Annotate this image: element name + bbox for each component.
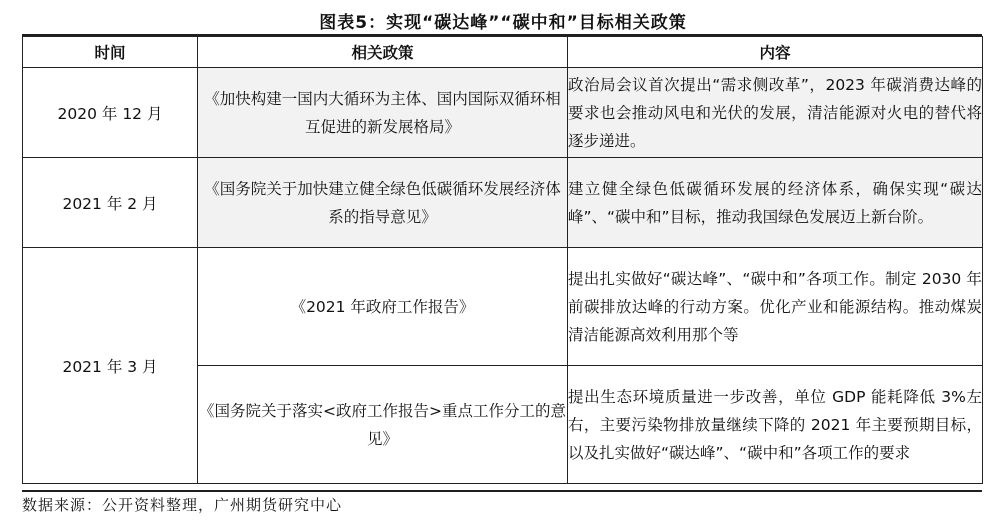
row-content: 建立健全绿色低碳循环发展的经济体系，确保实现“碳达峰”、“碳中和”目标，推动我国绿色发展迈上新台阶。 bbox=[568, 158, 983, 248]
table-row bbox=[23, 248, 983, 366]
row-policy: 《2021 年政府工作报告》 bbox=[198, 248, 568, 366]
table-row bbox=[23, 158, 983, 248]
source-note: 数据来源：公开资料整理，广州期货研究中心 bbox=[22, 496, 343, 514]
row-time: 2020 年 12 月 bbox=[23, 68, 198, 158]
header-policy: 相关政策 bbox=[198, 37, 568, 68]
table-row bbox=[23, 68, 983, 158]
header-row bbox=[23, 37, 983, 68]
bottom-rule bbox=[22, 490, 982, 492]
header-time: 时间 bbox=[23, 37, 198, 68]
table-title: 图表5：实现“碳达峰”“碳中和”目标相关政策 bbox=[319, 13, 687, 33]
row-time: 2021 年 3 月 bbox=[23, 248, 198, 484]
row-content: 政治局会议首次提出“需求侧改革”，2023 年碳消费达峰的要求也会推动风电和光伏的发展，清洁能源对火电的替代将逐步递进。 bbox=[568, 68, 983, 158]
row-policy: 《国务院关于加快建立健全绿色低碳循环发展经济体系的指导意见》 bbox=[198, 158, 568, 248]
row-policy: 《国务院关于落实<政府工作报告>重点工作分工的意见》 bbox=[198, 366, 568, 484]
policy-table bbox=[22, 36, 983, 484]
row-content: 提出扎实做好“碳达峰”、“碳中和”各项工作。制定 2030 年前碳排放达峰的行动方案。优化产业和能源结构。推动煤炭清洁能源高效利用那个等 bbox=[568, 248, 983, 366]
row-policy: 《加快构建一国内大循环为主体、国内国际双循环相互促进的新发展格局》 bbox=[198, 68, 568, 158]
row-time: 2021 年 2 月 bbox=[23, 158, 198, 248]
row-content: 提出生态环境质量进一步改善，单位 GDP 能耗降低 3%左右，主要污染物排放量继续下降的 2021 年主要预期目标，以及扎实做好“碳达峰”、“碳中和”各项工作的要求 bbox=[568, 366, 983, 484]
header-content: 内容 bbox=[568, 37, 983, 68]
